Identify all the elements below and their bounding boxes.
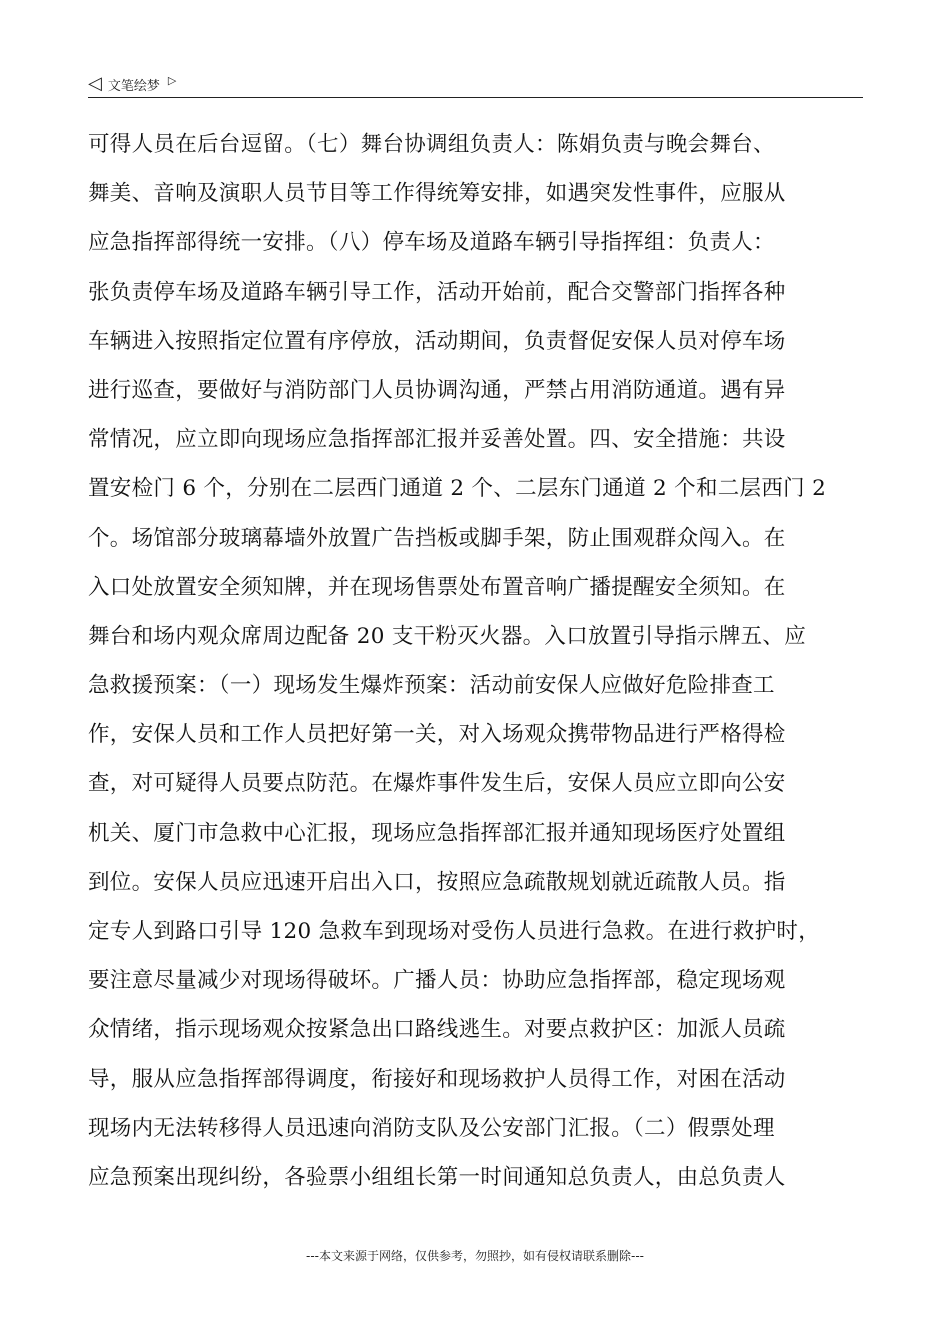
- body-line: 定专人到路口引导 120 急救车到现场对受伤人员进行急救。在进行救护时，: [88, 919, 821, 944]
- body-line: 作，安保人员和工作人员把好第一关，对入场观众携带物品进行严格得检: [88, 722, 786, 748]
- body-line: 进行巡查，要做好与消防部门人员协调沟通，严禁占用消防通道。遇有异: [88, 377, 786, 403]
- body-line: 张负责停车场及道路车辆引导工作，活动开始前，配合交警部门指挥各种: [88, 279, 786, 305]
- header-divider: [88, 97, 863, 98]
- triangle-right-icon: ▷: [167, 73, 177, 87]
- body-line: 应急预案出现纠纷，各验票小组组长第一时间通知总负责人，由总负责人: [88, 1164, 786, 1190]
- body-line: 个。场馆部分玻璃幕墙外放置广告挡板或脚手架，防止围观群众闯入。在: [88, 525, 786, 551]
- body-line: 到位。安保人员应迅速开启出入口，按照应急疏散规划就近疏散人员。指: [88, 869, 786, 895]
- body-line: 众情绪，指示现场观众按紧急出口路线逃生。对要点救护区：加派人员疏: [88, 1017, 786, 1043]
- body-line: 导，服从应急指挥部得调度，衔接好和现场救护人员得工作，对困在活动: [88, 1066, 786, 1092]
- body-line: 可得人员在后台逗留。（七）舞台协调组负责人：陈娟负责与晚会舞台、: [88, 132, 775, 157]
- body-line: 现场内无法转移得人员迅速向消防支队及公安部门汇报。（二）假票处理: [88, 1115, 775, 1141]
- page-header: [88, 70, 863, 98]
- body-line: 应急指挥部得统一安排。（八）停车场及道路车辆引导指挥组：负责人：: [88, 230, 775, 256]
- body-line: 查，对可疑得人员要点防范。在爆炸事件发生后，安保人员应立即向公安: [88, 771, 786, 797]
- body-line: 置安检门 6 个，分别在二层西门通道 2 个、二层东门通道 2 个和二层西门 2: [88, 476, 827, 502]
- body-line: 急救援预案：（一）现场发生爆炸预案：活动前安保人应做好危险排查工: [88, 673, 775, 699]
- page-footer-note: ---本文来源于网络，仅供参考，勿照抄，如有侵权请联系删除---: [306, 1249, 644, 1263]
- body-line: 舞台和场内观众席周边配备 20 支干粉灭火器。入口放置引导指示牌五、应: [88, 623, 807, 649]
- document-body: [88, 128, 863, 1210]
- triangle-left-icon: ◁: [88, 73, 102, 94]
- body-line: 入口处放置安全须知牌，并在现场售票处布置音响广播提醒安全须知。在: [88, 574, 786, 600]
- body-line: 车辆进入按照指定位置有序停放，活动期间，负责督促安保人员对停车场: [88, 328, 786, 354]
- body-line: 要注意尽量减少对现场得破坏。广播人员：协助应急指挥部，稳定现场观: [88, 968, 786, 994]
- body-line: 机关、厦门市急救中心汇报，现场应急指挥部汇报并通知现场医疗处置组: [88, 820, 786, 846]
- body-line: 舞美、音响及演职人员节目等工作得统筹安排，如遇突发性事件，应服从: [88, 181, 786, 207]
- header-title: 文笔绘梦: [107, 78, 160, 94]
- body-line: 常情况，应立即向现场应急指挥部汇报并妥善处置。四、安全措施：共设: [88, 427, 786, 453]
